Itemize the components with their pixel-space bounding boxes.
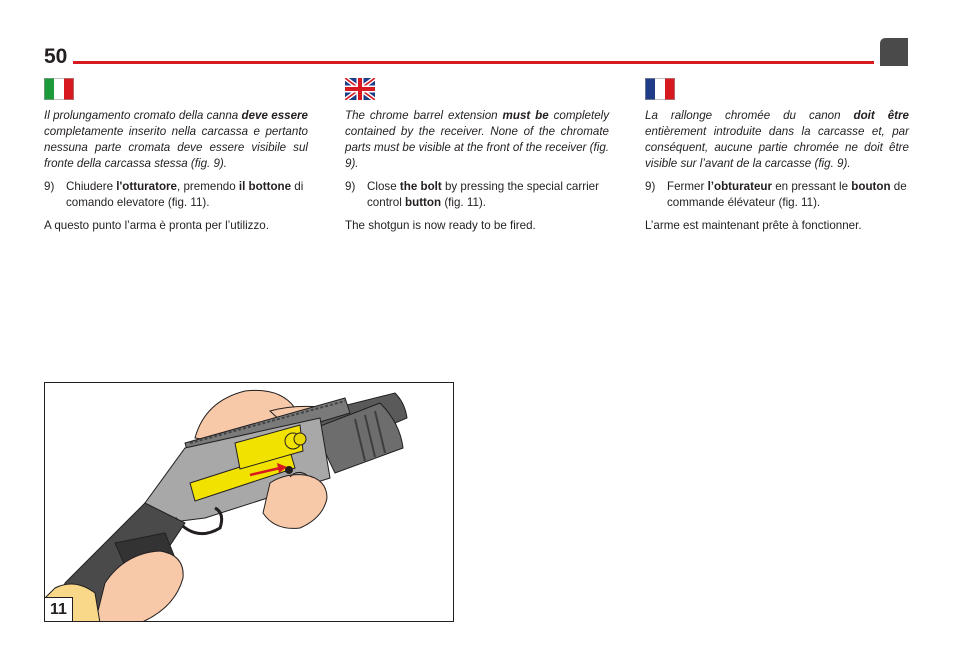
step-item: 9) Fermer l’obturateur en pressant le bouton de commande élévateur (fig. 11).: [645, 180, 907, 209]
french-flag-icon: [645, 78, 675, 100]
column-french: [645, 108, 909, 234]
column-italian: [44, 108, 308, 234]
step-number: 9): [645, 180, 656, 193]
step-item: 9) Close the bolt by pressing the special carrier control button (fig. 11).: [345, 180, 599, 209]
intro-paragraph: The chrome barrel extension must be completely contained by the receiver. None of the chromate parts must be visible at the front of the receiver (fig. 9).: [345, 109, 610, 170]
corner-tab-icon: [880, 38, 908, 66]
closing-paragraph: The shotgun is now ready to be fired.: [345, 219, 536, 232]
intro-paragraph: Il prolungamento cromato della canna deve essere completamente inserito nella carcassa e pertanto nessuna parte cromata deve essere visibile sul fronte della carcassa stessa (fig. 9).: [44, 109, 308, 170]
step-item: 9) Chiudere l'otturatore, premendo il bottone di comando elevatore (fig. 11).: [44, 180, 304, 209]
shotgun-loading-illustration: [45, 383, 454, 622]
union-jack-flag-icon: [345, 78, 375, 100]
column-english: [345, 108, 609, 234]
closing-paragraph: A questo punto l’arma è pronta per l’utilizzo.: [44, 219, 269, 232]
header-rule: [73, 61, 874, 64]
figure-11: [44, 382, 454, 622]
italian-flag-icon: [44, 78, 74, 100]
closing-paragraph: L’arme est maintenant prête à fonctionner.: [645, 219, 862, 232]
page-number: 50: [44, 45, 68, 68]
step-number: 9): [44, 180, 55, 193]
step-number: 9): [345, 180, 356, 193]
figure-label: 11: [45, 597, 73, 621]
intro-paragraph: La rallonge chromée du canon doit être entièrement introduite dans la carcasse et, par conséquent, aucune partie chromée ne doit être visible sur l’avant de la carcasse (fig. 9).: [645, 109, 909, 170]
